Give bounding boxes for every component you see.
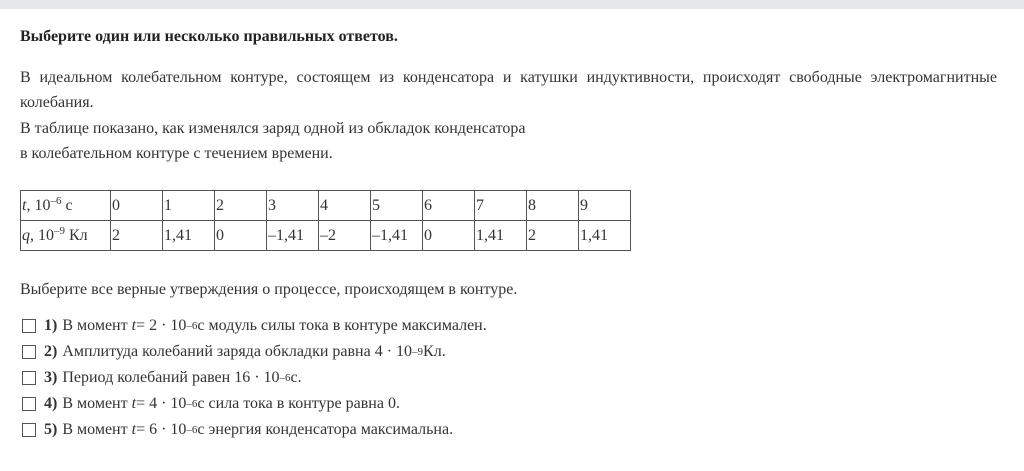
top-bar [0,0,1024,9]
charge-cell: 2 [527,221,579,251]
answer-option-2[interactable]: 2) Амплитуда колебаний заряда обкладки равна 4 · 10 –9 Кл. [22,339,487,365]
checkbox[interactable] [22,423,36,437]
charge-cell: –1,41 [371,221,423,251]
time-cell: 6 [423,191,475,221]
charge-row [21,221,631,251]
answer-options [22,313,487,443]
instruction-heading: Выберите один или несколько правильных ответов. [20,28,398,45]
charge-cell: 2 [111,221,163,251]
time-cell: 7 [475,191,527,221]
answer-option-3[interactable]: 3) Период колебаний равен 16 · 10 –6 с. [22,365,487,391]
charge-cell: 1,41 [475,221,527,251]
answer-option-4[interactable]: 4) В момент t = 4 · 10 –6 с сила тока в контуре равна 0. [22,391,487,417]
time-header: t, $10^{-6}$ с [21,191,111,221]
time-cell: 4 [319,191,371,221]
charge-cell: 0 [423,221,475,251]
time-cell: 9 [579,191,631,221]
checkbox[interactable] [22,397,36,411]
charge-cell: 1,41 [163,221,215,251]
time-cell: 5 [371,191,423,221]
checkbox[interactable] [22,345,36,359]
answer-option-1[interactable]: 1) В момент t = 2 · 10 –6 с модуль силы тока в контуре максимален. [22,313,487,339]
time-cell: 2 [215,191,267,221]
charge-cell: –2 [319,221,371,251]
checkbox[interactable] [22,371,36,385]
time-cell: 1 [163,191,215,221]
time-cell: 0 [111,191,163,221]
question-text: Выберите все верные утверждения о процессе, происходящем в контуре. [20,281,518,298]
charge-cell: 0 [215,221,267,251]
time-cell: 8 [527,191,579,221]
problem-paragraph-3: в колебательном контуре с течением времени. [20,145,333,162]
problem-paragraph-2: В таблице показано, как изменялся заряд одной из обкладок конденсатора [20,120,526,137]
charge-cell: 1,41 [579,221,631,251]
problem-paragraph-1: В идеальном колебательном контуре, состоящем из конденсатора и катушки индуктивности, происходят свободные электромагнитные колебания. [20,69,997,111]
checkbox[interactable] [22,319,36,333]
charge-header: q, $10^{-9}$ Кл [21,221,111,251]
answer-option-5[interactable]: 5) В момент t = 6 · 10 –6 с энергия конденсатора максимальна. [22,417,487,443]
charge-cell: –1,41 [267,221,319,251]
time-cell: 3 [267,191,319,221]
charge-table [20,190,631,251]
time-row [21,191,631,221]
